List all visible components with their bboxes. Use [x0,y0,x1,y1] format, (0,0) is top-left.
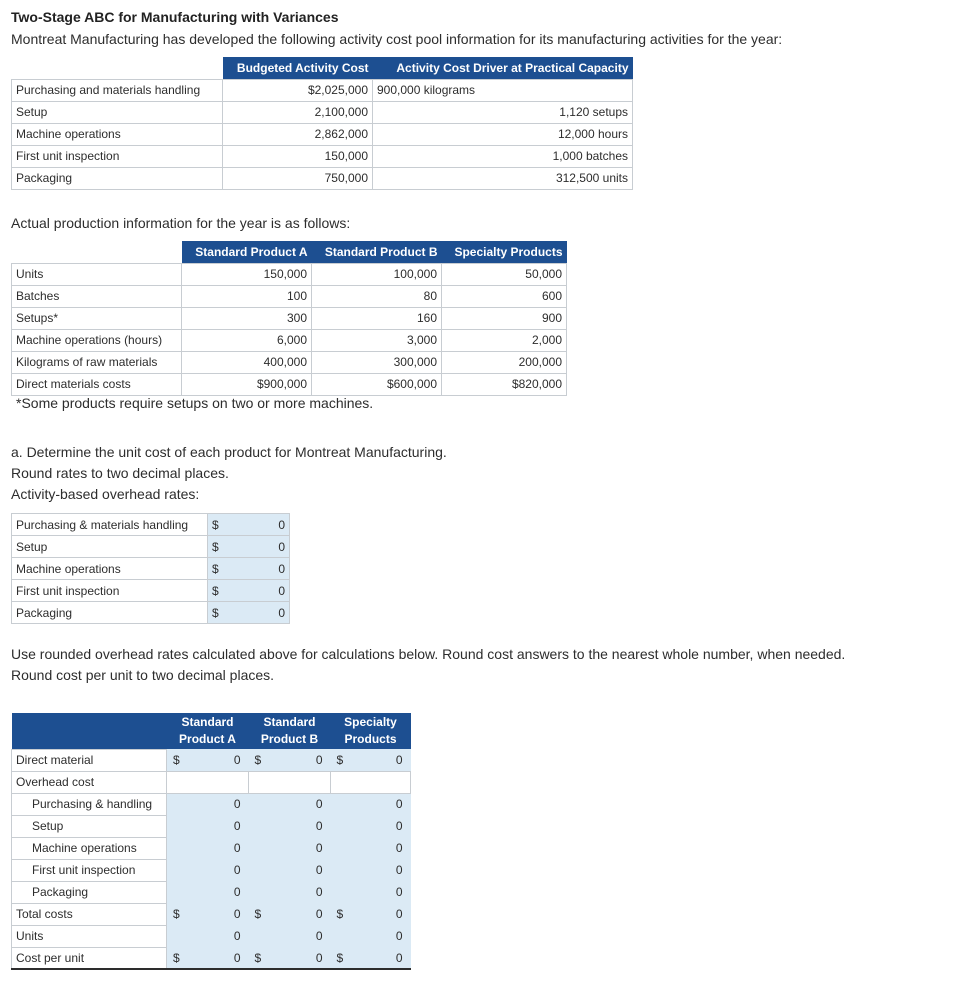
pool-cost: 2,100,000 [223,101,373,123]
machine-b-input[interactable]: 0 [249,837,331,859]
blank-cell [331,771,411,793]
production-table [11,241,567,396]
instructions-line-1: Use rounded overhead rates calculated above for calculations below. Round cost answers to the nearest whole number, when needed. [11,646,846,662]
pool-driver: 312,500 units [373,167,633,189]
cost-header-c-line1: Specialty [344,715,397,729]
pool-header-driver: Activity Cost Driver at Practical Capacity [373,57,633,79]
cost-header-a-line1: Standard [181,715,234,729]
cost-label: Purchasing & handling [12,793,167,815]
prod-c: 2,000 [442,329,567,351]
cost-label: Machine operations [12,837,167,859]
pool-header-blank [12,57,223,79]
inspection-a-input[interactable]: 0 [167,859,249,881]
table-row [12,167,633,189]
table-row [12,947,411,969]
prod-c: 600 [442,285,567,307]
rate-input-setup[interactable]: 0 [228,536,290,558]
rate-input-packaging[interactable]: 0 [228,602,290,624]
dollar-sign: $ [331,903,349,925]
prod-a: 6,000 [182,329,312,351]
dollar-sign: $ [331,947,349,969]
part-a-question: a. Determine the unit cost of each product for Montreat Manufacturing. [11,444,447,460]
direct-material-c-input[interactable]: 0 [349,749,411,771]
table-row [12,101,633,123]
activity-cost-pool-table [11,57,633,190]
overhead-rates-table [11,513,290,624]
prod-b: $600,000 [312,373,442,395]
pool-activity: First unit inspection [12,145,223,167]
prod-label: Kilograms of raw materials [12,351,182,373]
setup-footnote: *Some products require setups on two or more machines. [16,395,374,411]
pool-cost: 2,862,000 [223,123,373,145]
blank-cell [249,771,331,793]
packaging-c-input[interactable]: 0 [331,881,411,903]
rate-label: Setup [12,536,208,558]
table-row [12,815,411,837]
packaging-a-input[interactable]: 0 [167,881,249,903]
prod-c: 900 [442,307,567,329]
cost-label: Cost per unit [12,947,167,969]
table-row [12,580,290,602]
setup-b-input[interactable]: 0 [249,815,331,837]
dollar-sign: $ [167,947,185,969]
rate-input-purchasing[interactable]: 0 [228,514,290,536]
table-row [12,307,567,329]
units-a-input[interactable]: 0 [167,925,249,947]
round-rates-note: Round rates to two decimal places. [11,465,229,481]
cost-header-c-line2: Products [344,732,397,746]
blank-cell [167,771,249,793]
table-row [12,373,567,395]
table-row [12,903,411,925]
purchasing-b-input[interactable]: 0 [249,793,331,815]
dollar-sign: $ [167,749,185,771]
table-row [12,145,633,167]
cost-label: First unit inspection [12,859,167,881]
unit-cost-table [11,713,411,970]
table-row [12,514,290,536]
prod-b: 100,000 [312,263,442,285]
cost-label: Units [12,925,167,947]
prod-c: $820,000 [442,373,567,395]
dollar-sign: $ [249,947,267,969]
dollar-sign: $ [167,903,185,925]
prod-label: Machine operations (hours) [12,329,182,351]
table-row [12,602,290,624]
cost-header-b [249,713,331,749]
inspection-c-input[interactable]: 0 [331,859,411,881]
table-row [12,771,411,793]
problem-title: Two-Stage ABC for Manufacturing with Variances [11,9,339,25]
table-row [12,263,567,285]
prod-header-c: Specialty Products [442,241,567,263]
rate-input-machine[interactable]: 0 [228,558,290,580]
prod-c: 200,000 [442,351,567,373]
prod-a: $900,000 [182,373,312,395]
table-row [12,285,567,307]
machine-a-input[interactable]: 0 [167,837,249,859]
direct-material-a-input[interactable]: 0 [185,749,249,771]
purchasing-a-input[interactable]: 0 [167,793,249,815]
prod-label: Setups* [12,307,182,329]
dollar-sign: $ [331,749,349,771]
table-row [12,329,567,351]
pool-header-cost: Budgeted Activity Cost [223,57,373,79]
cost-header-a-line2: Product A [179,732,236,746]
cost-per-unit-c-input[interactable]: 0 [349,947,411,969]
table-row [12,558,290,580]
rate-label: Machine operations [12,558,208,580]
pool-driver: 1,120 setups [373,101,633,123]
rate-dollar-sign: $ [208,580,228,602]
prod-a: 150,000 [182,263,312,285]
prod-label: Units [12,263,182,285]
total-c-input[interactable]: 0 [349,903,411,925]
table-row [12,859,411,881]
prod-b: 80 [312,285,442,307]
setup-a-input[interactable]: 0 [167,815,249,837]
prod-a: 100 [182,285,312,307]
cost-label: Total costs [12,903,167,925]
units-c-input[interactable]: 0 [331,925,411,947]
pool-cost: 150,000 [223,145,373,167]
cost-label: Setup [12,815,167,837]
units-b-input[interactable]: 0 [249,925,331,947]
rate-input-inspection[interactable]: 0 [228,580,290,602]
table-row [12,123,633,145]
pool-driver: 1,000 batches [373,145,633,167]
cost-header-blank [12,713,167,749]
prod-c: 50,000 [442,263,567,285]
table-row [12,837,411,859]
prod-a: 400,000 [182,351,312,373]
rate-dollar-sign: $ [208,602,228,624]
packaging-b-input[interactable]: 0 [249,881,331,903]
prod-b: 160 [312,307,442,329]
rates-label: Activity-based overhead rates: [11,486,200,502]
prod-a: 300 [182,307,312,329]
cost-header-b-line2: Product B [260,732,319,746]
purchasing-c-input[interactable]: 0 [331,793,411,815]
pool-activity: Purchasing and materials handling [12,79,223,101]
rate-dollar-sign: $ [208,536,228,558]
pool-cost: 750,000 [223,167,373,189]
pool-activity: Setup [12,101,223,123]
intro-text: Montreat Manufacturing has developed the following activity cost pool information for its manufacturing activities for the year: [11,31,783,47]
cost-label: Packaging [12,881,167,903]
instructions-line-2: Round cost per unit to two decimal places. [11,667,275,683]
prod-label: Batches [12,285,182,307]
setup-c-input[interactable]: 0 [331,815,411,837]
prod-b: 3,000 [312,329,442,351]
pool-activity: Machine operations [12,123,223,145]
rate-dollar-sign: $ [208,558,228,580]
table-row [12,351,567,373]
table-row [12,536,290,558]
inspection-b-input[interactable]: 0 [249,859,331,881]
pool-driver: 12,000 hours [373,123,633,145]
dollar-sign: $ [249,903,267,925]
total-a-input[interactable]: 0 [185,903,249,925]
pool-activity: Packaging [12,167,223,189]
actual-intro-text: Actual production information for the year is as follows: [11,215,351,231]
prod-header-a: Standard Product A [182,241,312,263]
cost-per-unit-a-input[interactable]: 0 [185,947,249,969]
table-row [12,881,411,903]
prod-header-b: Standard Product B [312,241,442,263]
dollar-sign: $ [249,749,267,771]
prod-label: Direct materials costs [12,373,182,395]
direct-material-b-input[interactable]: 0 [267,749,331,771]
cost-header-b-line1: Standard [263,715,316,729]
table-row [12,793,411,815]
total-b-input[interactable]: 0 [267,903,331,925]
pool-driver: 900,000 kilograms [373,79,633,101]
pool-cost: $2,025,000 [223,79,373,101]
cost-header-c [331,713,411,749]
rate-label: Packaging [12,602,208,624]
table-row [12,925,411,947]
rate-label: Purchasing & materials handling [12,514,208,536]
cost-label: Direct material [12,749,167,771]
prod-header-blank [12,241,182,263]
table-row [12,79,633,101]
cost-per-unit-b-input[interactable]: 0 [267,947,331,969]
cost-header-a [167,713,249,749]
table-row [12,749,411,771]
rate-dollar-sign: $ [208,514,228,536]
overhead-cost-label: Overhead cost [12,771,167,793]
machine-c-input[interactable]: 0 [331,837,411,859]
prod-b: 300,000 [312,351,442,373]
rate-label: First unit inspection [12,580,208,602]
